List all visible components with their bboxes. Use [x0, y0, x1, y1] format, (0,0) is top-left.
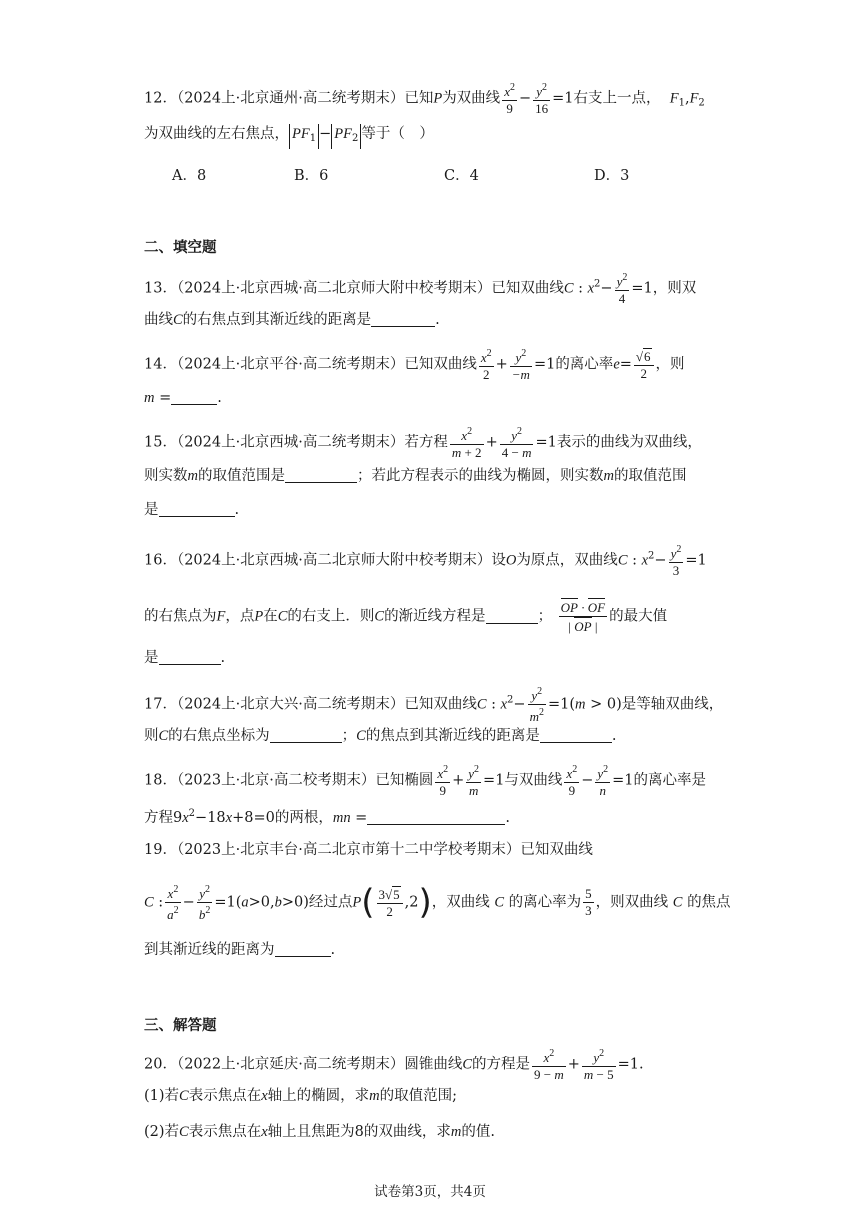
q15-line2: 则实数m的取值范围是 ；若此方程表示的曲线为椭圆，则实数m的取值范围	[144, 468, 687, 484]
q13-line1: 13．（2024上·北京西城·高二北京师大附中校考期末）已知双曲线C : $x^2-$ $\frac{y^2}{4}$ =1，则双	[144, 272, 697, 306]
page-footer: 试卷第3页，共4页	[374, 1184, 486, 1200]
q14-answer-blank[interactable]	[171, 390, 217, 405]
q17-line2: 则C的右焦点坐标为 ；C的焦点到其渐近线的距离是 .	[144, 728, 617, 744]
section-fill-in-heading: 二、填空题	[144, 239, 217, 256]
q19-line1: 19．（2023上·北京丰台·高二北京市第十二中学校考期末）已知双曲线	[144, 842, 593, 858]
q15-answer-blank-1[interactable]	[285, 468, 357, 483]
q20-part2: (2)若C表示焦点在x轴上且焦距为8的双曲线，求m的值.	[144, 1124, 495, 1140]
q17-line1: 17．（2024上·北京大兴·高二统考期末）已知双曲线C : $x^2-$ $\frac{y^2}{m^2}$ =1(m > 0)是等轴双曲线，	[144, 686, 724, 724]
q16-line1: 16．（2024上·北京西城·高二北京师大附中校考期末）设O为原点，双曲线C : $x^2-$ $\frac{y^2}{3}$ =1	[144, 544, 707, 578]
q12-option-d: D．3	[594, 168, 630, 184]
q18-answer-blank[interactable]	[367, 810, 505, 825]
q12-option-b: B．6	[294, 168, 329, 184]
q17-answer-blank-2[interactable]	[540, 728, 612, 743]
q19-answer-blank[interactable]	[275, 942, 331, 957]
q19-line2: C : $\frac{x^2}{a^2}$ − $\frac{y^2}{b^2}$ =1(a>0,b>0)经过点P( $\frac{3√5}{2}$ ,2)，双曲线 C 的离心率为 $\frac{5}{3}$ ，则双曲线 C 的焦点	[144, 882, 731, 923]
q16-line2: 的右焦点为F，点P在C的右支上．则C的渐近线方程是 ； $\frac{OP \cdot OF}{| OP |}$ 的最大值	[144, 600, 668, 634]
q16-answer-blank-2[interactable]	[159, 650, 221, 665]
q14-line1: 14．（2024上·北京平谷·高二统考期末）已知双曲线 $\frac{x^2}{2}$ + $\frac{y^2}{-m}$ =1的离心率e= $\frac{√6}{2}$ ，则	[144, 348, 685, 382]
q12-line1: 12．（2024上·北京通州·高二统考期末）已知P为双曲线 $\frac{x^2}{9}$ − $\frac{y^2}{16}$ =1右支上一点， $F_1,F_2$	[144, 82, 705, 116]
q18-line2: 方程$9x^2-18x+8=0$的两根，mn = .	[144, 808, 510, 826]
q16-line3: 是 .	[144, 650, 226, 666]
q19-line3: 到其渐近线的距离为 .	[144, 942, 336, 958]
section-solve-heading: 三、解答题	[144, 1017, 217, 1034]
q12-prefix: 12．（2024上·北京通州·高二统考期末）已知	[144, 90, 434, 107]
q20-line1: 20．（2022上·北京延庆·高二统考期末）圆锥曲线C的方程是 $\frac{x^2}{9 - m}$ + $\frac{y^2}{m - 5}$ =1.	[144, 1048, 644, 1082]
q20-part1: (1)若C表示焦点在x轴上的椭圆，求m的取值范围;	[144, 1088, 458, 1104]
q17-answer-blank-1[interactable]	[270, 728, 342, 743]
q16-answer-blank-1[interactable]	[486, 609, 538, 624]
q15-answer-blank-2[interactable]	[159, 502, 235, 517]
q12-line2: 为双曲线的左右焦点， $PF_1 - PF_2$ 等于（ ）	[144, 124, 434, 149]
q13-answer-blank[interactable]	[371, 312, 435, 327]
q12-option-a: A．8	[172, 168, 207, 184]
q18-line1: 18．（2023上·北京·高二校考期末）已知椭圆 $\frac{x^2}{9}$ + $\frac{y^2}{m}$ =1与双曲线 $\frac{x^2}{9}$ − $\frac{y^2}{n}$ =1的离心率是	[144, 764, 707, 798]
q15-line1: 15．（2024上·北京西城·高二统考期末）若方程 $\frac{x^2}{m + 2}$ + $\frac{y^2}{4 - m}$ =1表示的曲线为双曲线，	[144, 426, 702, 460]
q12-option-c: C．4	[444, 168, 479, 184]
q13-line2: 曲线C的右焦点到其渐近线的距离是 .	[144, 312, 440, 328]
q14-line2: m = .	[144, 390, 222, 406]
q15-line3: 是 .	[144, 502, 240, 518]
